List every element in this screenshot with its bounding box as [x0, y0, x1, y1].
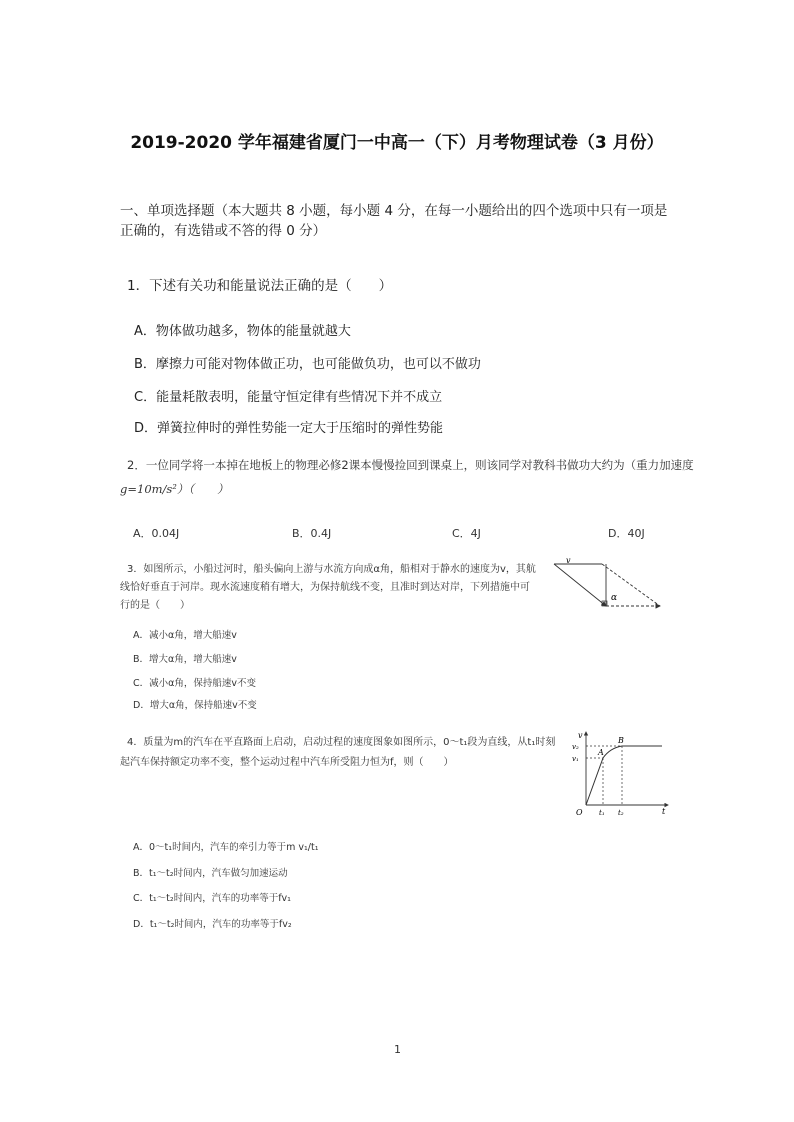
question-1-stem: 1．下述有关功和能量说法正确的是（ ） — [127, 278, 393, 294]
point-b-label: B — [618, 736, 624, 745]
t-axis-label: t — [662, 807, 666, 816]
question-3-stem-line3: 行的是（ ） — [120, 600, 190, 611]
v1-label: v₁ — [572, 755, 579, 763]
question-4-stem-line2: 起汽车保持额定功率不变，整个运动过程中汽车所受阻力恒为f，则（ ） — [120, 757, 454, 768]
t1-label: t₁ — [599, 809, 605, 817]
velocity-time-graph — [570, 728, 675, 820]
page-number: 1 — [394, 1043, 401, 1056]
question-2-stem-line2: g=10m/s²）（ ） — [120, 482, 229, 496]
v2-label: v₂ — [572, 743, 579, 751]
question-4-option-d: D．t₁～t₂时间内，汽车的功率等于fv₂ — [133, 919, 292, 930]
origin-label: O — [576, 808, 583, 817]
linear-segment — [586, 758, 603, 805]
question-3-option-c: C．减小α角，保持船速v不变 — [133, 678, 257, 689]
question-3-stem-line1: 3．如图所示，小船过河时，船头偏向上游与水流方向成α角，船相对于静水的速度为v，其航 — [127, 564, 536, 575]
question-3-option-a: A．减小α角，增大船速v — [133, 630, 237, 641]
question-4-option-c: C．t₁～t₂时间内，汽车的功率等于fv₁ — [133, 893, 291, 904]
question-2-option-c: C．4J — [452, 527, 481, 540]
question-3-option-d: D．增大α角，保持船速v不变 — [133, 700, 257, 711]
boat-velocity-label: v — [566, 556, 571, 565]
boat-velocity-diagram — [548, 556, 668, 612]
point-a-label: A — [598, 748, 604, 757]
question-4-option-b: B．t₁～t₂时间内，汽车做匀加速运动 — [133, 868, 288, 879]
question-2-option-b: B．0.4J — [292, 527, 332, 540]
section-heading-line1: 一、单项选择题（本大题共 8 小题，每小题 4 分，在每一小题给出的四个选项中只有一项是 — [120, 203, 668, 219]
t2-label: t₂ — [618, 809, 624, 817]
question-3-option-b: B．增大α角，增大船速v — [133, 654, 237, 665]
v-axis-label: v — [578, 731, 583, 740]
question-1-option-c: C．能量耗散表明，能量守恒定律有些情况下并不成立 — [134, 390, 443, 405]
question-4-option-a: A．0～t₁时间内，汽车的牵引力等于m v₁/t₁ — [133, 842, 319, 853]
question-2-stem-line1: 2．一位同学将一本掉在地板上的物理必修2课本慢慢捡回到课桌上，则该同学对教科书做功大约为（重力加速度 — [127, 458, 694, 472]
question-1-option-d: D．弹簧拉伸时的弹性势能一定大于压缩时的弹性势能 — [134, 421, 444, 436]
question-1-option-b: B．摩擦力可能对物体做正功，也可能做负功，也可以不做功 — [134, 357, 481, 372]
page-title: 2019-2020 学年福建省厦门一中高一（下）月考物理试卷（3 月份） — [130, 133, 664, 153]
boat-velocity-arrow — [554, 564, 606, 606]
power-curve — [603, 746, 622, 758]
alpha-label: α — [611, 593, 618, 603]
question-4-stem-line1: 4．质量为m的汽车在平直路面上启动，启动过程的速度图象如图所示，0～t₁段为直线，从t₁时刻 — [127, 737, 556, 748]
question-3-stem-line2: 线恰好垂直于河岸。现水流速度稍有增大，为保持航线不变，且准时到达对岸，下列措施中可 — [120, 582, 530, 593]
section-heading-line2: 正确的，有选错或不答的得 0 分） — [120, 223, 327, 239]
question-2-option-a: A．0.04J — [133, 527, 180, 540]
question-2-option-d: D．40J — [608, 527, 645, 540]
question-1-option-a: A．物体做功越多，物体的能量就越大 — [134, 324, 351, 339]
